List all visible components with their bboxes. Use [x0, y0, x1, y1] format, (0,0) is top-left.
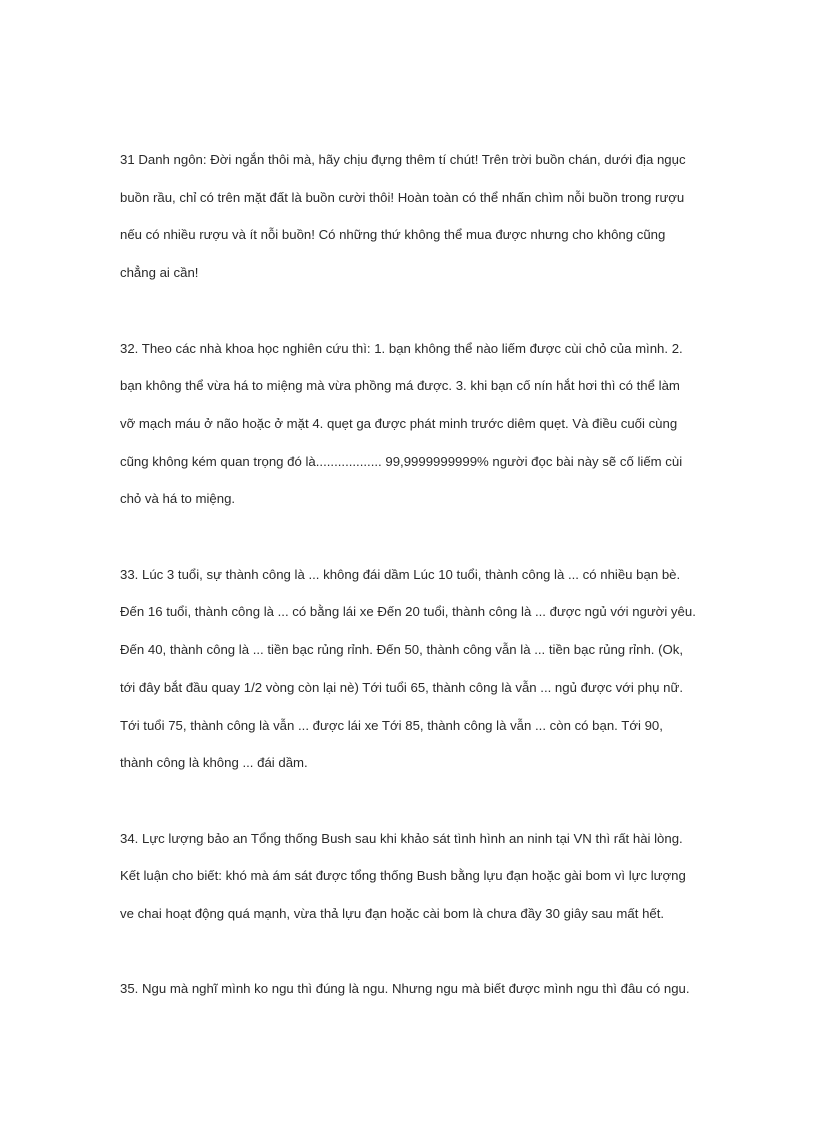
document-body [120, 141, 700, 1008]
paragraph-35: 35. Ngu mà nghĩ mình ko ngu thì đúng là ngu. Nhưng ngu mà biết được mình ngu thì đâu có ngu. [120, 981, 690, 997]
paragraph-34: 34. Lực lượng bảo an Tổng thống Bush sau khi khảo sát tình hình an ninh tại VN thì rất hài lòng. Kết luận cho biết: khó mà ám sát được tổng thống Bush bằng lựu đạn hoặc gài bom vì lực lượng ve chai hoạt động quá mạnh, vừa thả lựu đạn hoặc cài bom là chưa đầy 30 giây sau mất hết. [120, 830, 686, 922]
paragraph-spacer [120, 292, 700, 330]
paragraph-31: 31 Danh ngôn: Đời ngắn thôi mà, hãy chịu đựng thêm tí chút! Trên trời buồn chán, dưới địa ngục buồn rầu, chỉ có trên mặt đất là buồn cười thôi! Hoàn toàn có thể nhấn chìm nỗi buồn trong rượu nếu có nhiều rượu và ít nỗi buồn! Có những thứ không thể mua được nhưng cho không cũng chẳng ai cần! [120, 152, 686, 281]
paragraph-spacer [120, 782, 700, 820]
paragraph-33: 33. Lúc 3 tuổi, sự thành công là ... không đái dầm Lúc 10 tuổi, thành công là ... có nhiều bạn bè. Đến 16 tuổi, thành công là ... có bằng lái xe Đến 20 tuổi, thành công là ... được ngủ với người yêu. Đến 40, thành công là ... tiền bạc rủng rỉnh. Đến 50, thành công vẫn là ... tiền bạc rủng rỉnh. (Ok, tới đây bắt đầu quay 1/2 vòng còn lại nè) Tới tuổi 65, thành công là vẫn ... ngủ được với phụ nữ. Tới tuổi 75, thành công là vẫn ... được lái xe Tới 85, thành công là vẫn ... còn có bạn. Tới 90, thành công là không ... đái dầm. [120, 566, 696, 771]
paragraph-spacer [120, 933, 700, 971]
paragraph-spacer [120, 518, 700, 556]
paragraph-32: 32. Theo các nhà khoa học nghiên cứu thì: 1. bạn không thể nào liếm được cùi chỏ của mình. 2. bạn không thể vừa há to miệng mà vừa phồng má được. 3. khi bạn cố nín hắt hơi thì có thể làm vỡ mạch máu ở não hoặc ở mặt 4. quẹt ga được phát minh trước diêm quẹt. Và điều cuối cùng cũng không kém quan trọng đó là.................. 99,9999999999% người đọc bài này sẽ cố liếm cùi chỏ và há to miệng. [120, 340, 683, 507]
